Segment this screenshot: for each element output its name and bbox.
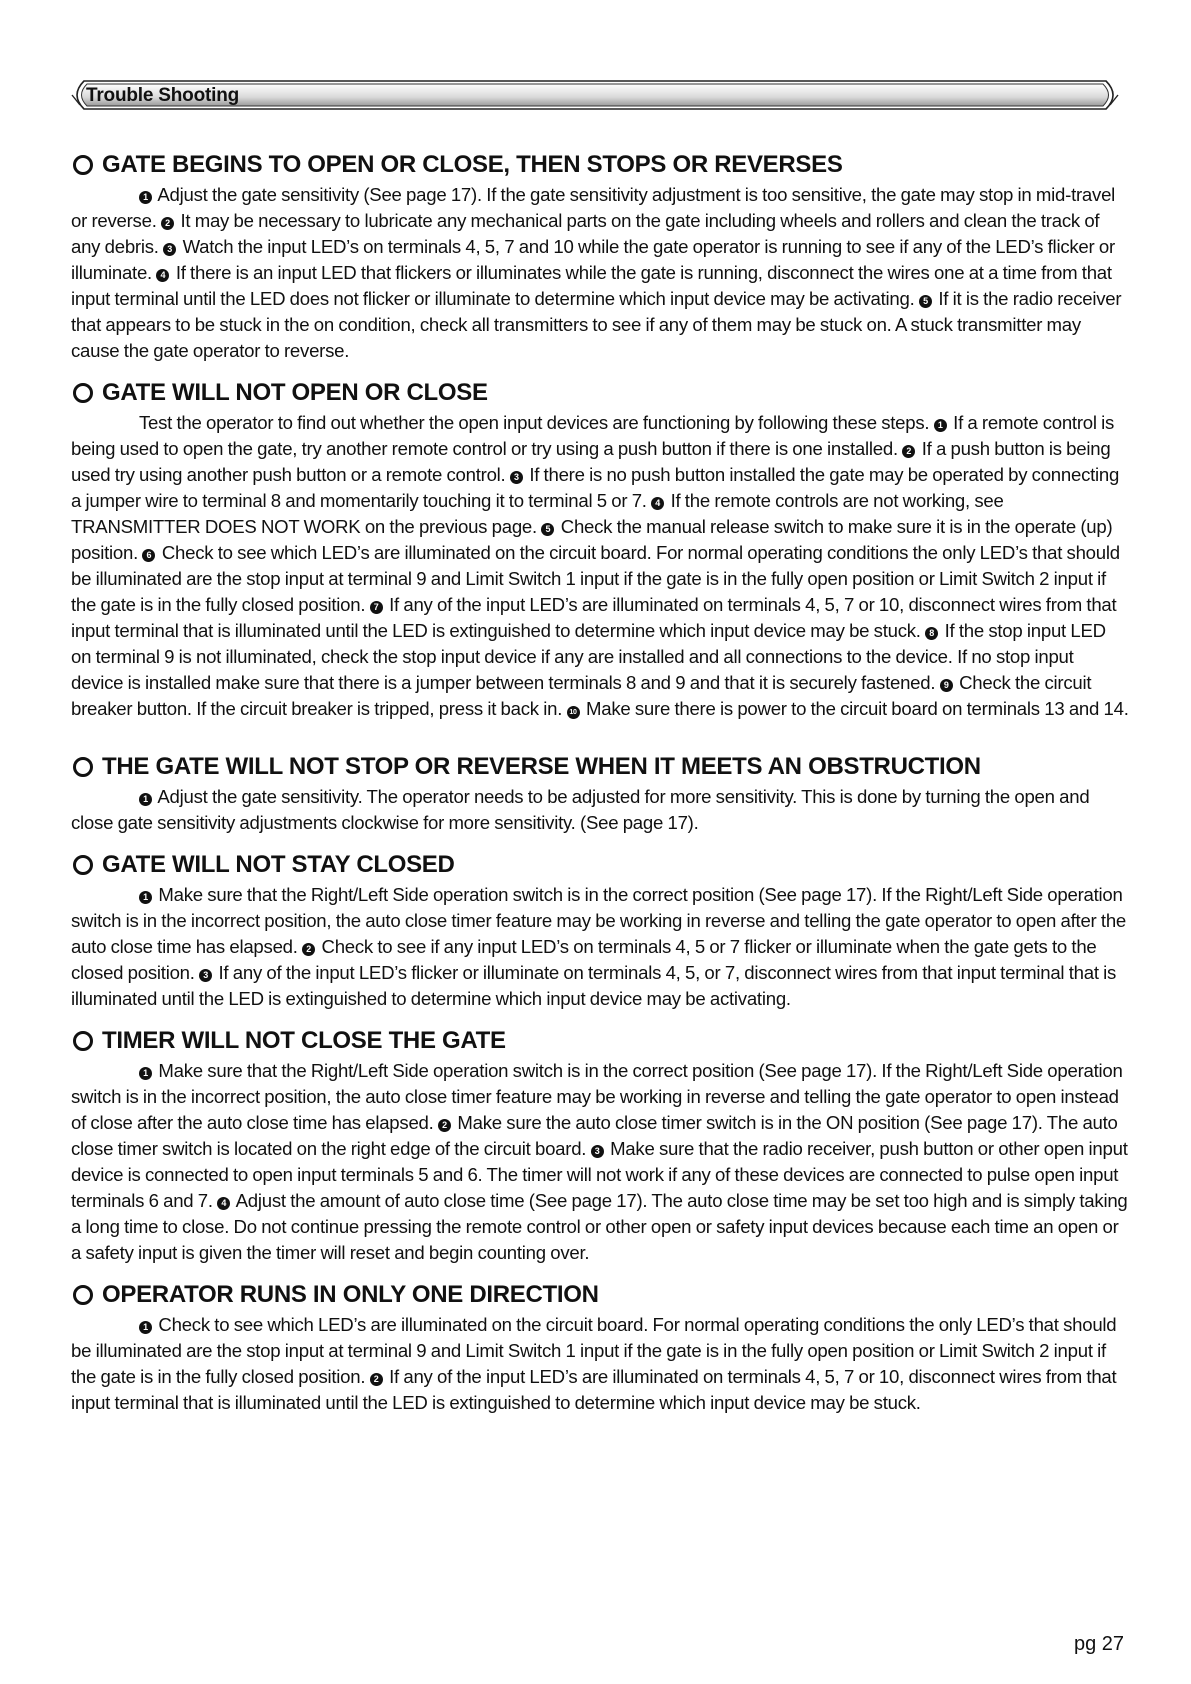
step-text: Check the manual release switch to make sure it is in the operate (up) position. [71,516,1113,563]
step-number-icon: 9 [940,679,953,692]
step-text: If a remote control is being used to open the gate, try another remote control or try using a push button if there is one installed. [71,412,1115,459]
section-heading-text: TIMER WILL NOT CLOSE THE GATE [102,1027,506,1054]
step-number-icon: 3 [163,243,176,256]
step-number-icon: 1 [139,793,152,806]
step-text: Adjust the gate sensitivity (See page 17). If the gate sensitivity adjustment is too sensitive, the gate may stop in mid-travel or reverse. [71,184,1116,231]
step-number-icon: 2 [438,1119,451,1132]
circle-bullet-icon [73,855,93,875]
section-heading-text: THE GATE WILL NOT STOP OR REVERSE WHEN IT MEETS AN OBSTRUCTION [102,753,981,780]
step-text: If there is no push button installed the gate may be operated by connecting a jumper wire to terminal 8 and momentarily touching it to terminal 5 or 7. [71,464,1120,511]
step-text: Make sure the auto close timer switch is in the ON position (See page 17). The auto close timer switch is located on the right edge of the circuit board. [71,1112,1118,1159]
step-number-icon: 2 [302,943,315,956]
step-number-icon: 4 [651,497,664,510]
step-text: Watch the input LED’s on terminals 4, 5, 7 and 10 while the gate operator is running to see if any of the LED’s flicker or illuminate. [71,236,1115,283]
step-text: Check to see if any input LED’s on terminals 4, 5 or 7 flicker or illuminate when the gate gets to the closed position. [71,936,1097,983]
step-text: If a push button is being used try using another push button or a remote control. [71,438,1111,485]
step-number-icon: 10 [567,706,580,719]
section-heading-text: OPERATOR RUNS IN ONLY ONE DIRECTION [102,1281,599,1308]
step-number-icon: 7 [370,601,383,614]
troubleshooting-section [71,1024,1129,1266]
section-body [71,1312,1129,1416]
step-text: Adjust the amount of auto close time (See page 17). The auto close time may be set too high and is simply taking a long time to close. Do not continue pressing the remote control or other open or safety input devices because each time an open or a safety input is given the timer will reset and begin counting over. [71,1190,1128,1263]
step-text: Make sure that the Right/Left Side operation switch is in the correct position (See page 17). If the Right/Left Side operation switch is in the incorrect position, the auto close timer feature may be working in reverse and telling the gate operator to open instead of close after the auto close time has elapsed. [71,1060,1123,1133]
troubleshooting-content [71,148,1129,1416]
section-header-bar [70,80,1122,110]
step-text: If the stop input LED on terminal 9 is not illuminated, check the stop input device if any are installed and all connections to the device. If no stop input device is installed make sure that there is a jumper between terminals 8 and 9 and that it is securely fastened. [71,620,1106,693]
step-text: If it is the radio receiver that appears to be stuck in the on condition, check all transmitters to see if any of them may be stuck on. A stuck transmitter may cause the gate operator to reverse. [71,288,1122,361]
step-number-icon: 3 [591,1145,604,1158]
section-heading [71,1024,1129,1058]
step-text: Make sure that the Right/Left Side operation switch is in the correct position (See page 17). If the Right/Left Side operation switch is in the incorrect position, the auto close timer feature may be working in reverse and telling the gate operator to open after the auto close time has elapsed. [71,884,1127,957]
step-number-icon: 6 [142,549,155,562]
page-section-title: Trouble Shooting [86,85,240,106]
section-body [71,882,1129,1012]
step-number-icon: 4 [217,1197,230,1210]
step-text: Make sure that the radio receiver, push button or other open input device is connected to open input terminals 5 and 6. The timer will not work if any of these devices are connected to pulse open input terminals 6 and 7. [71,1138,1128,1211]
section-heading-text: GATE WILL NOT OPEN OR CLOSE [102,379,488,406]
step-number-icon: 3 [510,471,523,484]
step-text: Make sure there is power to the circuit board on terminals 13 and 14. [585,698,1129,719]
step-number-icon: 2 [902,445,915,458]
step-number-icon: 2 [370,1373,383,1386]
step-number-icon: 4 [156,269,169,282]
circle-bullet-icon [73,155,93,175]
step-text: If the remote controls are not working, see TRANSMITTER DOES NOT WORK on the previous page. [71,490,1004,537]
section-body [71,410,1129,722]
step-text: Check to see which LED’s are illuminated on the circuit board. For normal operating conditions the only LED’s that should be illuminated are the stop input at terminal 9 and Limit Switch 1 input if the gate is in the fully open position or Limit Switch 2 input if the gate is in the fully closed position. [71,542,1120,615]
troubleshooting-section [71,376,1129,722]
step-number-icon: 1 [139,191,152,204]
section-heading [71,1278,1129,1312]
section-heading [71,148,1129,182]
circle-bullet-icon [73,383,93,403]
step-text: Check the circuit breaker button. If the circuit breaker is tripped, press it back in. [71,672,1092,719]
step-number-icon: 3 [199,969,212,982]
step-number-icon: 5 [541,523,554,536]
troubleshooting-section [71,148,1129,364]
section-body [71,182,1129,364]
section-heading [71,848,1129,882]
step-number-icon: 1 [139,891,152,904]
troubleshooting-section [71,750,1129,836]
section-heading [71,750,1129,784]
circle-bullet-icon [73,757,93,777]
step-number-icon: 5 [919,295,932,308]
section-heading-text: GATE BEGINS TO OPEN OR CLOSE, THEN STOPS OR REVERSES [102,151,843,178]
step-text: If any of the input LED’s flicker or illuminate on terminals 4, 5, or 7, disconnect wires from that input terminal that is illuminated until the LED is extinguished to determine which input device may be activating. [71,962,1117,1009]
step-text: Check to see which LED’s are illuminated on the circuit board. For normal operating conditions the only LED’s that should be illuminated are the stop input at terminal 9 and Limit Switch 1 input if the gate is in the fully open position or Limit Switch 2 input if the gate is in the fully closed position. [71,1314,1117,1387]
step-text: If there is an input LED that flickers or illuminates while the gate is running, disconnect the wires one at a time from that input terminal until the LED does not flicker or illuminate to determine which input device may be activating. [71,262,1112,309]
section-heading [71,376,1129,410]
step-text: Adjust the gate sensitivity. The operator needs to be adjusted for more sensitivity. This is done by turning the open and close gate sensitivity adjustments clockwise for more sensitivity. (See page 17). [71,786,1090,833]
circle-bullet-icon [73,1285,93,1305]
step-text: It may be necessary to lubricate any mechanical parts on the gate including wheels and rollers and clean the track of any debris. [71,210,1100,257]
page-number: pg 27 [1074,1633,1125,1655]
step-number-icon: 1 [139,1067,152,1080]
circle-bullet-icon [73,1031,93,1051]
step-text: If any of the input LED’s are illuminated on terminals 4, 5, 7 or 10, disconnect wires from that input terminal that is illuminated until the LED is extinguished to determine which input device may be stuck. [71,594,1117,641]
step-number-icon: 2 [161,217,174,230]
step-number-icon: 1 [139,1321,152,1334]
troubleshooting-section [71,1278,1129,1416]
step-number-icon: 8 [925,627,938,640]
section-heading-text: GATE WILL NOT STAY CLOSED [102,851,455,878]
section-body [71,1058,1129,1266]
step-number-icon: 1 [934,419,947,432]
section-intro: Test the operator to find out whether the open input devices are functioning by following these steps. [139,412,930,433]
section-body [71,784,1129,836]
step-text: If any of the input LED’s are illuminated on terminals 4, 5, 7 or 10, disconnect wires from that input terminal that is illuminated until the LED is extinguished to determine which input device may be stuck. [71,1366,1117,1413]
troubleshooting-section [71,848,1129,1012]
